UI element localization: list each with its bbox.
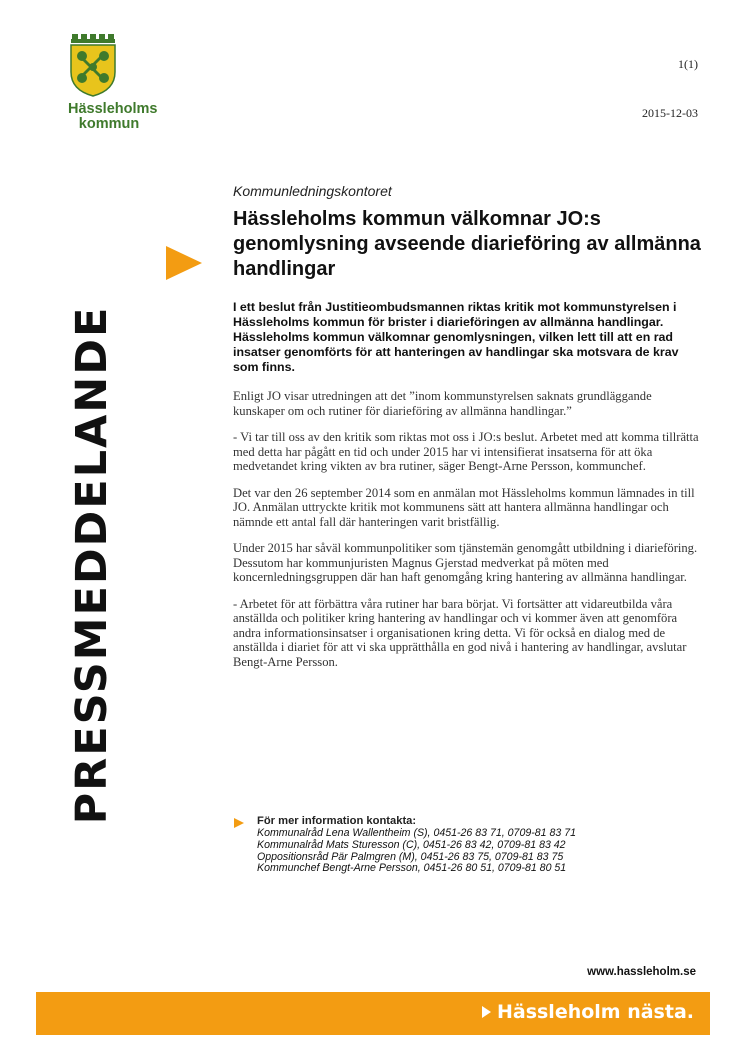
website-link[interactable]: www.hassleholm.se	[587, 966, 696, 978]
body-paragraph: - Arbetet för att förbättra våra rutiner har bara börjat. Vi fortsätter att vidareutbilda våra anställda och politiker kring hantering av handlingar och vi kommer även att genomföra andra informationsinsatser i organisationen kring detta. Vi för också en dialog med de anställda i diariet för att vi ska upprätthålla en god nivå i hantering av handlingar, avslutar Bengt-Arne Persson.	[233, 596, 687, 669]
headline: Hässleholms kommun välkomnar JO:s genomlysning avseende diarieföring av allmänna handlingar	[233, 208, 701, 280]
page-number: 1(1)	[678, 57, 698, 71]
contact-title: För mer information kontakta:	[257, 815, 417, 827]
vertical-heading	[62, 240, 122, 890]
lead-paragraph: I ett beslut från Justitieombudsmannen riktas kritik mot kommunstyrelsen i Hässleholms kommun för brister i diarieföringen av allmänna handlingar. Hässleholms kommun välkomnar genomlysningen, vilken lett till att en rad insatser genomförts för att hanteringen av handlingar ska motsvara de krav som finns.	[233, 300, 679, 374]
contact-line: Kommunchef Bengt-Arne Persson, 0451-26 80 51, 0709-81 80 51	[257, 862, 567, 875]
body-paragraph: Enligt JO visar utredningen att det ”inom kommunstyrelsen saknats grundläggande kunskaper om och rutiner för diarieföring av allmänna handlingar.”	[233, 389, 652, 418]
body-paragraph: Det var den 26 september 2014 som en anmälan mot Hässleholms kommun lämnades in till JO. Anmälan uttryckte kritik mot kommunens sätt att hantera allmänna handlingar och nämnde ett antal fall där hanteringen varit bristfällig.	[233, 485, 695, 529]
body-paragraph: Under 2015 har såväl kommunpolitiker som tjänstemän genomgått utbildning i diarieföring. Dessutom har kommunjuristen Magnus Gjerstad medverkat på möten med koncernledningsgruppen där han haft genomgång kring hantering av allmänna handlingar.	[233, 541, 698, 584]
slogan-text: Hässleholm nästa.	[496, 1001, 694, 1023]
press-release-label: PRESSMEDDELANDE	[67, 305, 117, 825]
body-paragraph: - Vi tar till oss av den kritik som riktas mot oss i JO:s beslut. Arbetet med att komma tillrätta med detta har pågått en tid och under 2015 har vi intensifierat insatserna för att öka medvetandet kring vikten av bra rutiner, säger Bengt-Arne Persson, kommunchef.	[233, 430, 699, 473]
footer-band	[36, 992, 710, 1035]
department-label: Kommunledningskontoret	[233, 183, 392, 199]
contact-line: Oppositionsråd Pär Palmgren (M), 0451-26 83 75, 0709-81 83 75	[257, 850, 564, 863]
arrow-right-icon	[234, 818, 244, 828]
document-date: 2015-12-03	[642, 106, 698, 120]
logo-text-line1: Hässleholms	[68, 101, 158, 117]
contact-line: Kommunalråd Mats Sturesson (C), 0451-26 83 42, 0709-81 83 42	[257, 838, 566, 851]
arrow-right-icon	[166, 246, 202, 280]
logo-text-line2: kommun	[78, 116, 140, 132]
municipality-logo	[68, 32, 158, 132]
coat-of-arms-icon	[68, 32, 150, 98]
article	[233, 183, 703, 681]
contact-line: Kommunalråd Lena Wallentheim (S), 0451-26 83 71, 0709-81 83 71	[257, 827, 576, 839]
slogan	[482, 1001, 694, 1023]
play-arrow-icon	[482, 1006, 491, 1018]
contact-info	[233, 815, 703, 875]
